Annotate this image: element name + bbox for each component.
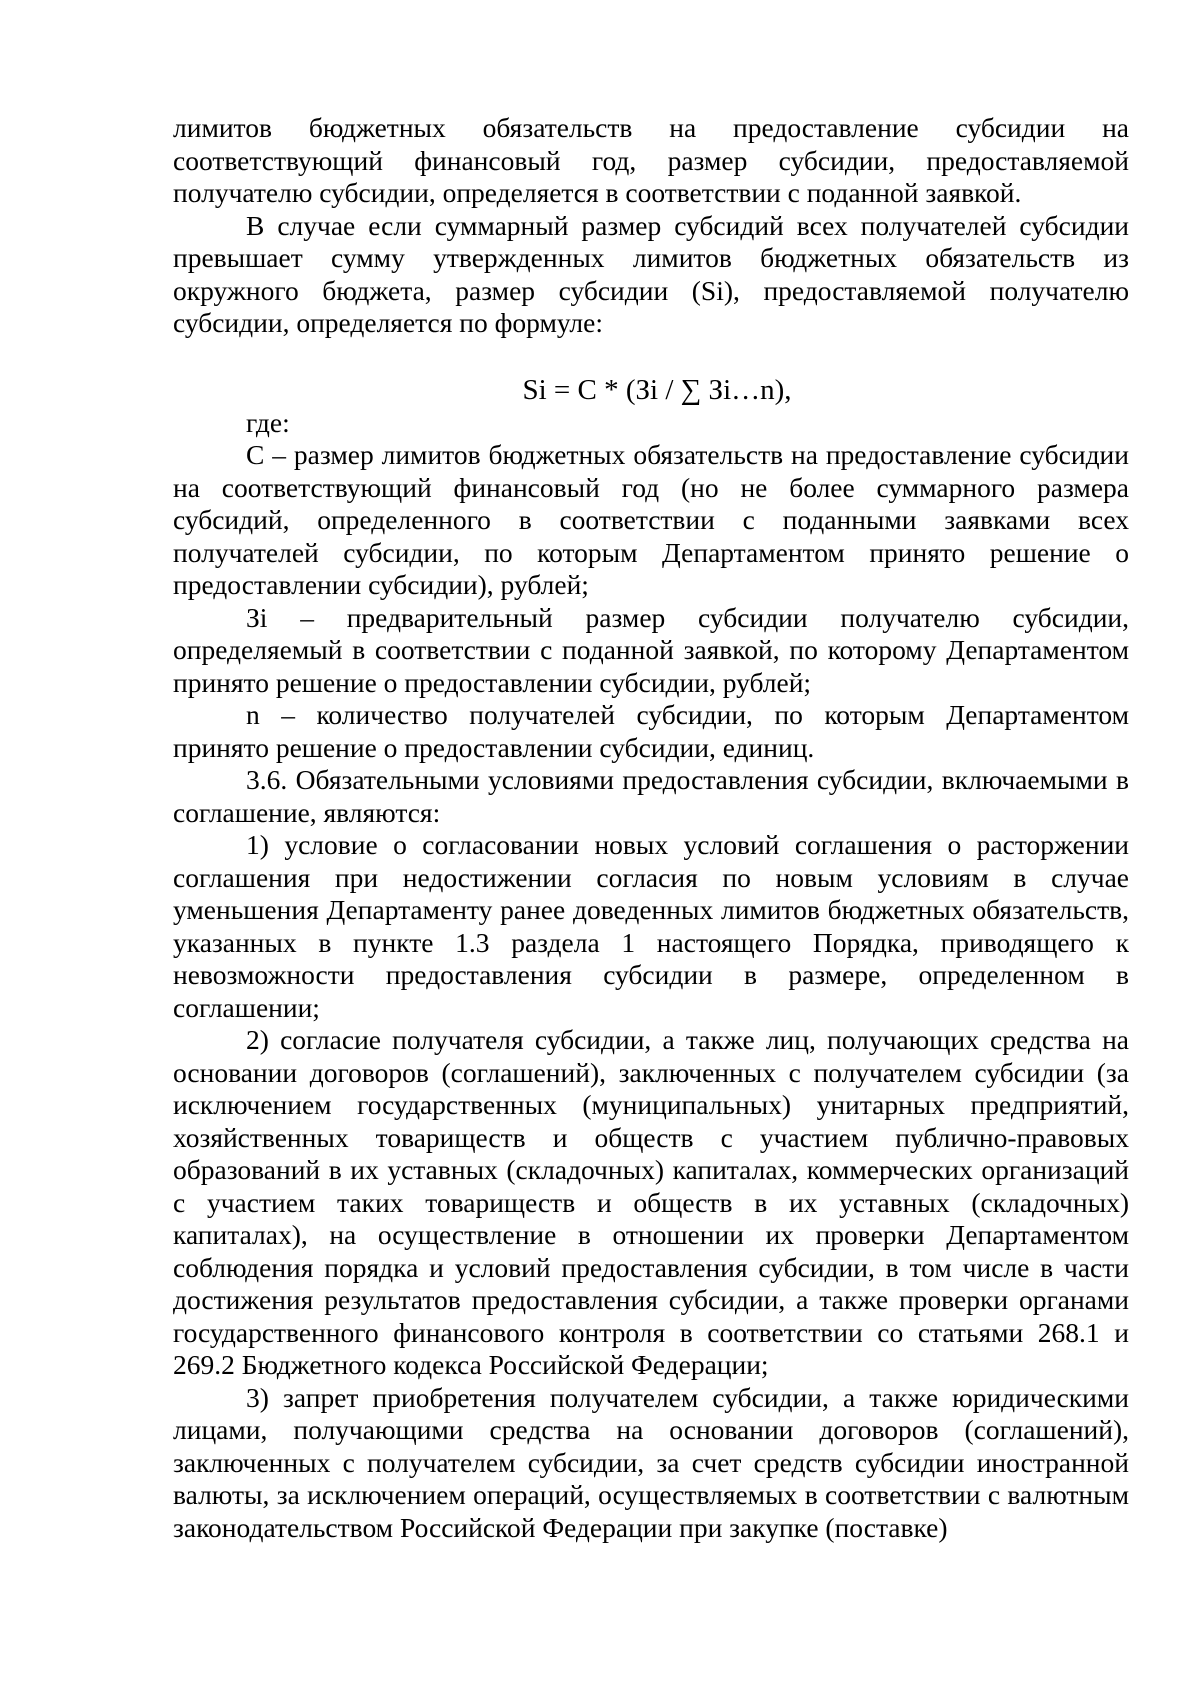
condition-1: 1) условие о согласовании новых условий соглашения о расторжении соглашения при недостижении согласия по новым условиям в случае уменьшения Департаменту ранее доведенных лимитов бюджетных обязательств, указанных в пункте 1.3 раздела 1 настоящего Порядка, приводящего к невозможности предоставления субсидии в размере, определенном в соглашении; xyxy=(173,829,1129,1023)
section-3-6-heading: 3.6. Обязательными условиями предоставления субсидии, включаемыми в соглашение, являются: xyxy=(173,764,1129,828)
continuation-paragraph: лимитов бюджетных обязательств на предоставление субсидии на соответствующий финансовый год, размер субсидии, предоставляемой получателю субсидии, определяется в соответствии с поданной заявкой. xyxy=(173,112,1129,208)
document-body xyxy=(173,112,1129,1544)
condition-3: 3) запрет приобретения получателем субсидии, а также юридическими лицами, получающими средства на основании договоров (соглашений), заключенных с получателем субсидии, за счет средств субсидии иностранной валюты, за исключением операций, осуществляемых в соответствии с валютным законодательством Российской Федерации при закупке (поставке) xyxy=(173,1381,1129,1543)
condition-2: 2) согласие получателя субсидии, а также лиц, получающих средства на основании договоров (соглашений), заключенных с получателем субсидии (за исключением государственных (муниципальных) унитарных предприятий, хозяйственных товариществ и обществ с участием публично-правовых образований в их уставных (складочных) капиталах, коммерческих организаций с участием таких товариществ и обществ в их уставных (складочных) капиталах), на осуществление в отношении их проверки Департаментом соблюдения порядка и условий предоставления субсидии, в том числе в части достижения результатов предоставления субсидии, а также проверки органами государственного финансового контроля в соответствии со статьями 268.1 и 269.2 Бюджетного кодекса Российской Федерации; xyxy=(173,1024,1129,1380)
definition-zi: Зi – предварительный размер субсидии получателю субсидии, определяемый в соответствии с поданной заявкой, по которому Департаментом принято решение о предоставлении субсидии, рублей; xyxy=(173,601,1129,698)
formula-intro-paragraph: В случае если суммарный размер субсидий всех получателей субсидии превышает сумму утвержденных лимитов бюджетных обязательств из окружного бюджета, размер субсидии (Si), предоставляемой получателю субсидии, определяется по формуле: xyxy=(173,209,1129,338)
definition-n: n – количество получателей субсидии, по которым Департаментом принято решение о предоставлении субсидии, единиц. xyxy=(173,699,1129,763)
subsidy-formula: Si = C * (Зi / ∑ Зi…n), xyxy=(522,373,792,406)
where-label: где: xyxy=(246,406,290,438)
definition-c: C – размер лимитов бюджетных обязательств на предоставление субсидии на соответствующий финансовый год (но не более суммарного размера субсидий, определенного в соответствии с поданными заявками всех получателей субсидии, по которым Департаментом принято решение о предоставлении субсидии), рублей; xyxy=(173,439,1129,600)
